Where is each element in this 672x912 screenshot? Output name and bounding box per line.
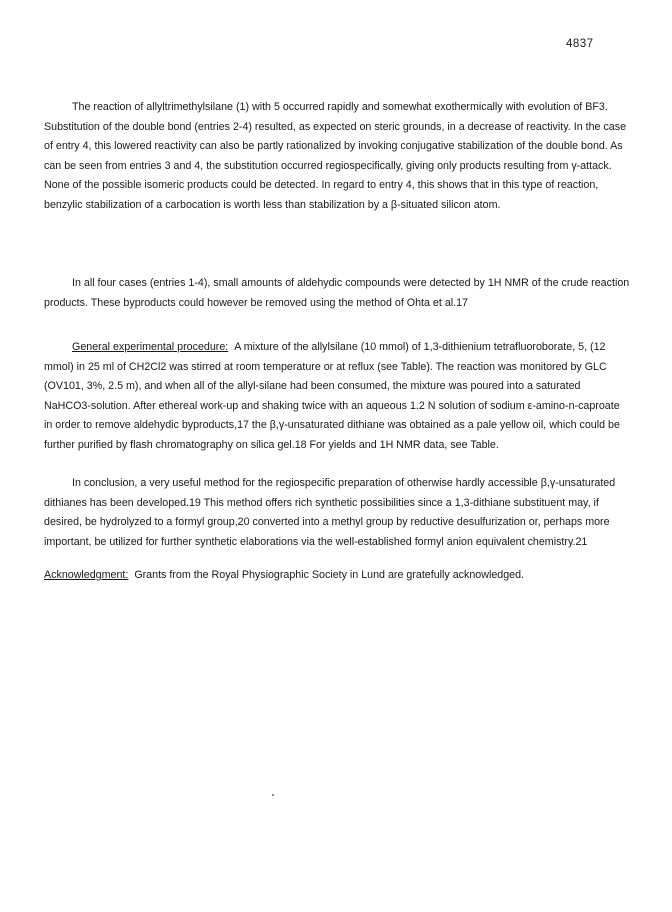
page-number: 4837 (566, 38, 594, 50)
paragraph-aldehydic-byproducts (44, 274, 630, 313)
paragraph-text: Grants from the Royal Physiographic Society in Lund are gratefully acknowledged. (134, 569, 525, 581)
paragraph-experimental-procedure (44, 338, 630, 455)
paragraph-acknowledgment (44, 566, 630, 586)
scan-speck (272, 794, 274, 796)
section-heading: General experimental procedure: (72, 341, 229, 353)
paragraph-text: In conclusion, a very useful method for the regiospecific preparation of otherwise hardly accessible β,γ-unsaturated dithianes has been developed.19 This method offers rich synthetic possibilities since a 1,3-dithiane substituent may, if desired, be hydrolyzed to a formyl group,20 converted into a methyl group by reductive desulfurization or, perhaps more important, be utilized for further synthetic elaborations via the well-established formyl anion equivalent chemistry.21 (44, 477, 616, 548)
paragraph-conclusion (44, 474, 630, 552)
section-heading: Acknowledgment: (44, 569, 129, 581)
paragraph-text: A mixture of the allylsilane (10 mmol) of 1,3-dithienium tetrafluoroborate, 5, (12 mmol) in 25 ml of CH2Cl2 was stirred at room temperature or at reflux (see Table). The reaction was monitored by GLC (OV101, 3%, 2.5 m), and when all of the allyl-silane had been consumed, the mixture was poured into a saturated NaHCO3-solution. After ethereal work-up and shaking twice with an aqueous 1.2 N solution of sodium ε-amino-n-caproate in order to remove aldehydic byproducts,17 the β,γ-unsaturated dithiane was obtained as a pale yellow oil, which could be further purified by flash chromatography on silica gel.18 For yields and 1H NMR data, see Table. (44, 341, 620, 451)
paragraph-text: The reaction of allyltrimethylsilane (1) with 5 occurred rapidly and somewhat exothermically with evolution of BF3. Substitution of the double bond (entries 2-4) resulted, as expected on steric grounds, in a decrease of reactivity. In the case of entry 4, this lowered reactivity can also be partly rationalized by invoking conjugative stabilization of the double bond. As can be seen from entries 3 and 4, the substitution occurred regiospecifically, giving only products resulting from γ-attack. None of the possible isomeric products could be detected. In regard to entry 4, this shows that in this type of reaction, benzylic stabilization of a carbocation is worth less than stabilization by a β-situated silicon atom. (44, 101, 627, 211)
paragraph-reaction-results (44, 98, 630, 215)
paragraph-text: In all four cases (entries 1-4), small amounts of aldehydic compounds were detected by 1H NMR of the crude reaction products. These byproducts could however be removed using the method of Ohta et al.17 (44, 277, 630, 309)
